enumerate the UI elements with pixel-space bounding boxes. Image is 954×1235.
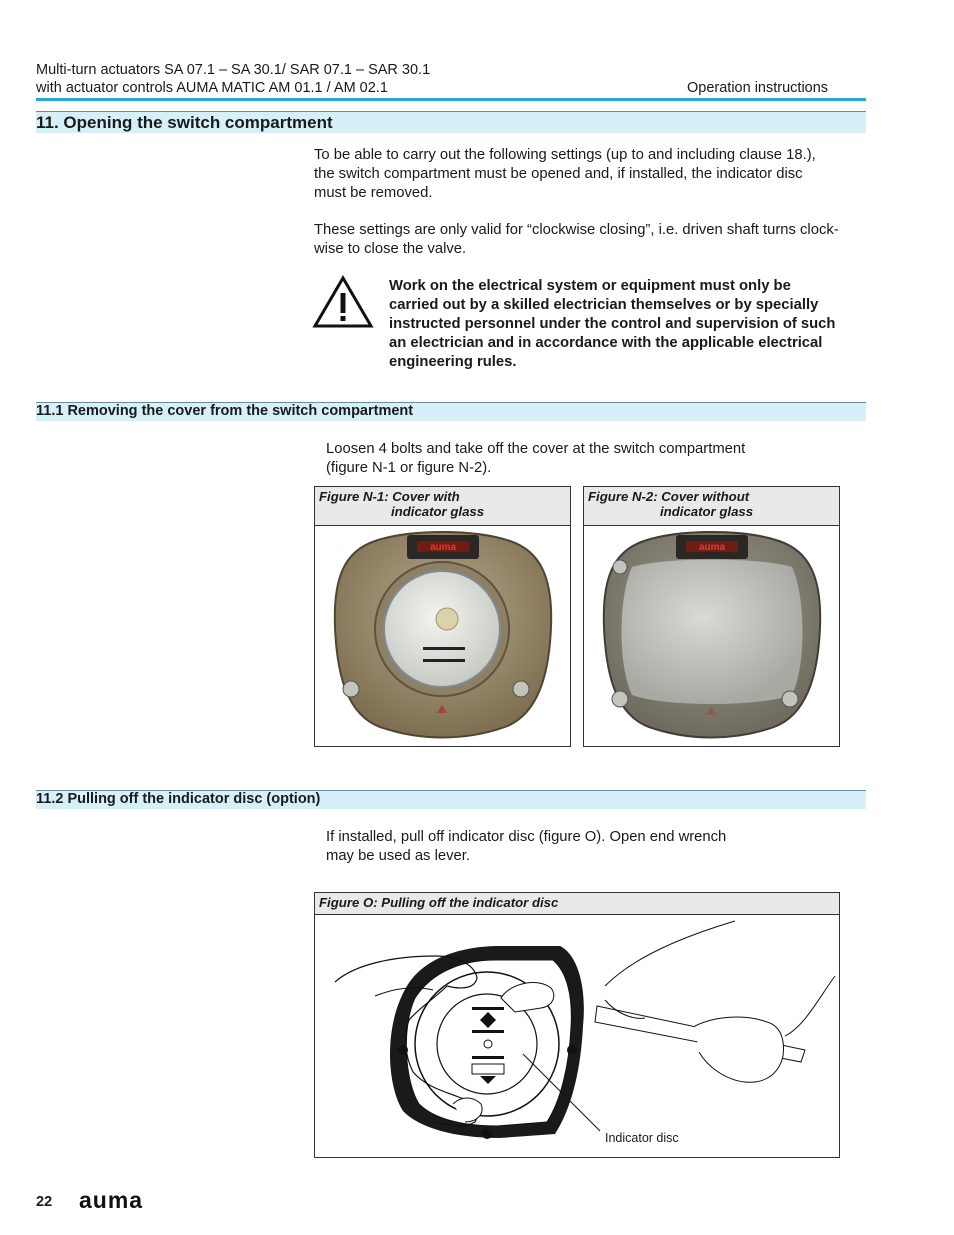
text-line: instructed personnel under the control and supervision of such xyxy=(389,316,836,332)
cover-without-glass-photo xyxy=(584,527,839,745)
caption-line: indicator glass xyxy=(391,504,485,519)
text-line: an electrician and in accordance with the applicable electrical xyxy=(389,335,823,351)
figure-caption: Figure O: Pulling off the indicator disc xyxy=(315,893,839,915)
warning-triangle-icon xyxy=(312,275,374,329)
figure-n1 xyxy=(314,486,571,747)
svg-text:auma: auma xyxy=(698,542,726,553)
text-line: Work on the electrical system or equipment must only be xyxy=(389,278,791,294)
text-line: Loosen 4 bolts and take off the cover at the switch compartment xyxy=(326,441,746,457)
section-paragraph-2 xyxy=(314,221,839,259)
caption-line: indicator glass xyxy=(660,504,754,519)
subsection-title: 11.1 Removing the cover from the switch compartment xyxy=(36,403,414,419)
header-right: Operation instructions xyxy=(687,80,829,96)
figure-caption xyxy=(315,487,570,526)
section-paragraph-1 xyxy=(314,146,816,202)
warning-text xyxy=(389,277,835,372)
auma-logo: auma xyxy=(79,1187,144,1213)
text-line: These settings are only valid for “clockwise closing”, i.e. driven shaft turns clock- xyxy=(314,222,839,238)
text-line: may be used as lever. xyxy=(326,847,470,864)
header-line-2: with actuator controls AUMA MATIC AM 01.1 / AM 02.1 xyxy=(36,80,388,96)
subsection-2-text xyxy=(326,828,726,866)
text-line: must be removed. xyxy=(314,184,433,201)
subsection-1-text xyxy=(326,440,745,478)
subsection-heading-bar xyxy=(36,790,866,809)
figure-n2 xyxy=(583,486,840,747)
text-line: engineering rules. xyxy=(389,354,517,370)
figure-o xyxy=(314,892,840,1158)
section-title: 11. Opening the switch compartment xyxy=(36,113,333,132)
svg-text:auma: auma xyxy=(429,542,457,553)
header-line-1: Multi-turn actuators SA 07.1 – SA 30.1/ SAR 07.1 – SAR 30.1 xyxy=(36,62,431,78)
subsection-title: 11.2 Pulling off the indicator disc (option) xyxy=(36,791,321,807)
subsection-heading-bar xyxy=(36,402,866,421)
page-number: 22 xyxy=(36,1194,53,1210)
doc-header xyxy=(36,61,430,97)
text-line: (figure N-1 or figure N-2). xyxy=(326,459,492,476)
section-heading-bar xyxy=(36,111,866,133)
cover-with-glass-photo xyxy=(315,527,570,745)
indicator-disc-drawing xyxy=(315,916,839,1156)
caption-line: Figure N-1: Cover with xyxy=(319,489,460,504)
text-line: To be able to carry out the following settings (up to and including clause 18.), xyxy=(314,147,816,163)
text-line: the switch compartment must be opened and, if installed, the indicator disc xyxy=(314,165,803,182)
header-rule xyxy=(36,98,866,101)
text-line: If installed, pull off indicator disc (figure O). Open end wrench xyxy=(326,829,727,845)
indicator-disc-label: Indicator disc xyxy=(605,1131,679,1145)
figure-caption xyxy=(584,487,839,526)
text-line: wise to close the valve. xyxy=(314,240,467,257)
caption-line: Figure N-2: Cover without xyxy=(588,489,750,504)
text-line: carried out by a skilled electrician themselves or by specially xyxy=(389,297,819,313)
